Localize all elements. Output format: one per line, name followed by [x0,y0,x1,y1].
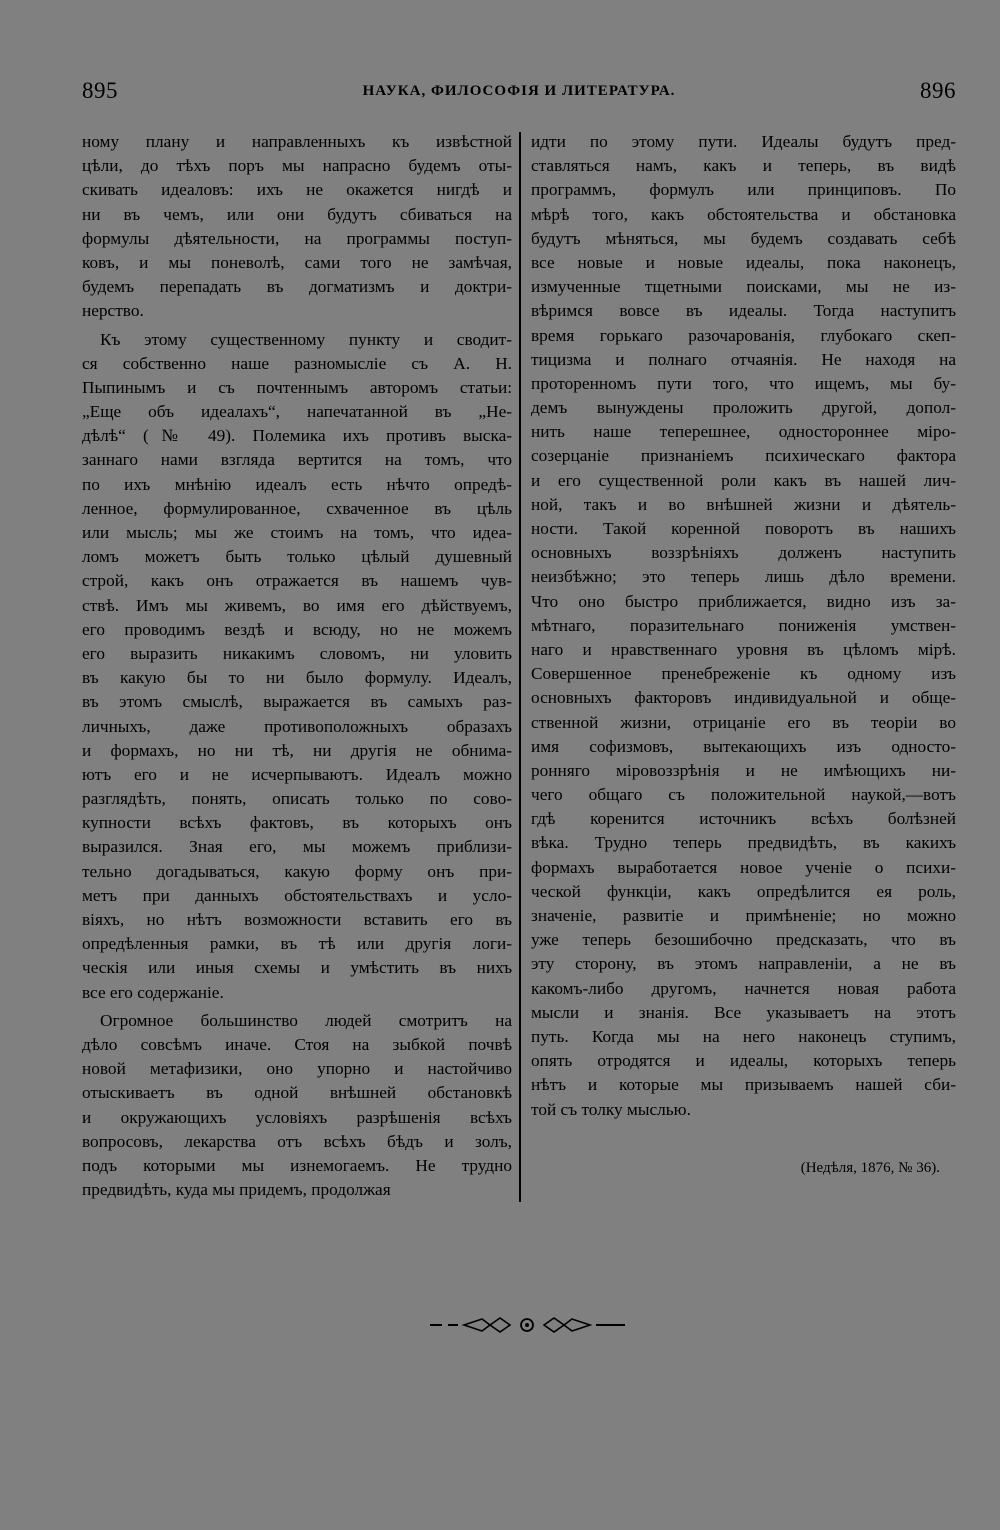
text-line: купности всѣхъ фактовъ, въ которыхъ онъ [82,813,512,833]
text-line: основныхъ факторовъ индивидуальной и обще- [531,688,956,708]
source-citation: (Недѣля, 1876, № 36). [800,1160,940,1176]
text-line: нерство. [82,301,144,321]
text-line: или мысль; мы же стоимъ на томъ, что идеа- [82,523,512,542]
text-line: подъ которыми мы изнемогаемъ. Не трудно [82,1155,512,1175]
text-line: все его содержаніе. [82,982,224,1002]
text-line: ности. Такой коренной поворотъ въ нашихъ [531,519,956,538]
text-line: метъ при данныхъ обстоятельствахъ и усло- [82,885,512,905]
text-line: Совершенное пренебреженіе къ одному изъ [531,664,956,684]
text-line: по ихъ мнѣнію идеалъ есть нѣчто опредѣ- [82,474,512,494]
text-line: ни въ чемъ, или они будутъ сбиваться на [82,204,512,224]
text-line: той съ толку мыслью. [531,1099,691,1119]
text-line: идти по этому пути. Идеалы будутъ пред- [531,132,956,151]
text-line: и его существенной роли какъ въ нашей лич- [531,470,956,490]
text-line: ной, такъ и во внѣшней жизни и дѣятель- [531,494,956,514]
text-line: все новые и новые идеалы, пока наконецъ, [531,252,956,272]
right-text-column [531,130,956,1122]
text-line: віяхъ, но нѣтъ возможности вставить его въ [82,910,512,929]
text-line: и окружающихъ условіяхъ разрѣшенія всѣхъ [82,1107,512,1127]
text-line: отыскиваетъ въ одной внѣшней обстановкѣ [82,1083,512,1103]
text-line: ленное, формулированное, схваченное въ цѣль [82,498,512,518]
text-line: его проводимъ вездѣ и всюду, но не можемъ [82,619,512,639]
text-line: дѣло совсѣмъ иначе. Стоя на зыбкой почвѣ [82,1034,512,1054]
text-line: ставляться намъ, какъ и теперь, въ видѣ [531,156,956,176]
text-line: въ этомъ смыслѣ, выражается въ самыхъ раз- [82,692,512,712]
text-line: ся собственно наше разномысліе съ А. Н. [82,353,512,373]
text-line: въ какую бы то ни было формулу. Идеалъ, [82,668,512,688]
text-line: Къ этому существенному пункту и сводит- [100,329,512,349]
text-line: чего общаго съ положительной наукой,—вотъ [531,785,956,805]
text-line: эту сторону, въ этомъ направленіи, а не въ [531,954,956,974]
text-line: уже теперь безошибочно предсказать, что въ [531,930,956,950]
text-line: цѣли, до тѣхъ поръ мы напрасно будемъ оты- [82,156,512,176]
text-line: ютъ его и не исчерпываютъ. Идеалъ можно [82,764,512,784]
text-line: ломъ можетъ быть только цѣлый душевный [82,547,512,567]
text-line: проторенномъ пути того, что ищемъ, мы бу- [531,373,956,393]
text-line: выразился. Зная его, мы можемъ приблизи- [82,837,512,857]
text-line: нить наше теперешнее, одностороннее міро- [531,422,956,442]
ornament-divider-icon [430,1315,625,1335]
text-line: ческія или иныя схемы и умѣстить въ нихъ [82,958,512,978]
text-line: опять отродятся и идеалы, которыхъ теперь [531,1051,956,1071]
text-line: новой метафизики, оно упорно и настойчиво [82,1059,512,1079]
text-line: наго и нравственнаго уровня въ цѣломъ мірѣ. [531,639,956,659]
text-line: гдѣ коренится источникъ всѣхъ болѣзней [531,809,956,829]
text-line: личныхъ, даже противоположныхъ образахъ [82,716,512,736]
text-line: путь. Когда мы на него наконецъ ступимъ, [531,1026,956,1046]
paragraph [82,328,512,1005]
text-line: заннаго нами взгляда вертится на томъ, что [82,450,512,470]
text-line: какомъ-либо другомъ, начнется новая работа [531,978,956,998]
page-number-left: 895 [82,78,118,103]
text-line: неизбѣжно; это теперь лишь дѣло времени. [531,567,956,587]
text-line: время горькаго разочарованія, глубокаго скеп- [531,325,956,345]
text-line: ствѣ. Имъ мы живемъ, во имя его дѣйствуемъ, [82,595,512,615]
text-line: дѣлѣ“ (№ 49). Полемика ихъ противъ выска- [82,426,512,446]
text-line: ственной жизни, отрицаніе его въ теоріи во [531,712,956,732]
text-line: программъ, формулъ или принциповъ. По [531,180,956,200]
text-line: предвидѣть, куда мы придемъ, продолжая [82,1180,391,1200]
text-line: Что оно быстро приближается, видно изъ за- [531,591,956,611]
text-line: формахъ выработается новое ученіе о психи- [531,857,956,877]
running-title: НАУКА, ФИЛОСОФІЯ И ЛИТЕРАТУРА. [362,83,676,99]
text-line: формулы дѣятельности, на программы поступ- [82,228,512,248]
text-line: разглядѣть, понять, описать только по сово- [82,789,512,809]
text-line: опредѣленныя рамки, въ тѣ или другія логи- [82,934,512,954]
paragraph [531,130,956,1122]
text-line: имя софизмовъ, вытекающихъ изъ односто- [531,736,956,756]
text-line: значеніе, развитіе и примѣненіе; но можно [531,906,956,925]
text-line: мѣтнаго, поразительнаго пониженія умствен- [531,615,956,635]
text-line: скивать идеаловъ: ихъ не окажется нигдѣ и [82,180,512,200]
text-line: „Еще объ идеалахъ“, напечатанной въ „Не- [82,402,512,422]
text-line: измученные тщетными поисками, мы не из- [531,277,956,297]
text-line: мѣрѣ того, какъ обстоятельства и обстановка [531,204,956,224]
left-text-column [82,130,512,1202]
text-line: основныхъ воззрѣніяхъ долженъ наступить [531,543,956,563]
text-line: будемъ перепадать въ догматизмъ и доктри- [82,277,512,297]
text-line: мысли и знанія. Все указываетъ на этотъ [531,1002,956,1022]
text-line: нѣтъ и которые мы призываемъ нашей сби- [531,1075,956,1095]
text-line: ковъ, и мы поневолѣ, сами того не замѣчая, [82,252,512,272]
text-line: ронняго міровоззрѣнія и не имѣющихъ ни- [531,760,956,780]
text-line: ному плану и направленныхъ къ извѣстной [82,132,512,151]
text-line: и формахъ, но ни тѣ, ни другія не обнима- [82,740,512,760]
page-number-right: 896 [920,78,956,103]
text-line: его выразить никакимъ словомъ, ни уловить [82,643,512,663]
text-line: вопросовъ, лекарства отъ всѣхъ бѣдъ и золъ, [82,1131,512,1151]
paragraph [82,130,512,324]
text-line: тицизма и полнаго отчаянія. Не находя на [531,349,956,369]
text-line: строй, какъ онъ отражается въ нашемъ чув- [82,571,512,591]
text-line: созерцаніе признаніемъ психическаго фактора [531,446,956,466]
text-line: Огромное большинство людей смотритъ на [100,1010,512,1030]
text-line: тельно догадываться, какую форму онъ при- [82,861,512,881]
text-line: демъ вынуждены проложить другой, допол- [531,398,956,418]
text-line: будутъ мѣняться, мы будемъ создавать себѣ [531,228,956,248]
page-header [82,78,956,108]
text-line: ческой функціи, какъ опредѣлится ея роль, [531,881,956,901]
text-line: вѣка. Трудно теперь предвидѣть, въ какихъ [531,833,956,853]
text-line: Пыпинымъ и съ почтеннымъ авторомъ статьи: [82,377,512,397]
text-line: вѣримся вовсе въ идеалы. Тогда наступитъ [531,301,956,321]
column-divider [519,132,521,1202]
paragraph [82,1009,512,1203]
